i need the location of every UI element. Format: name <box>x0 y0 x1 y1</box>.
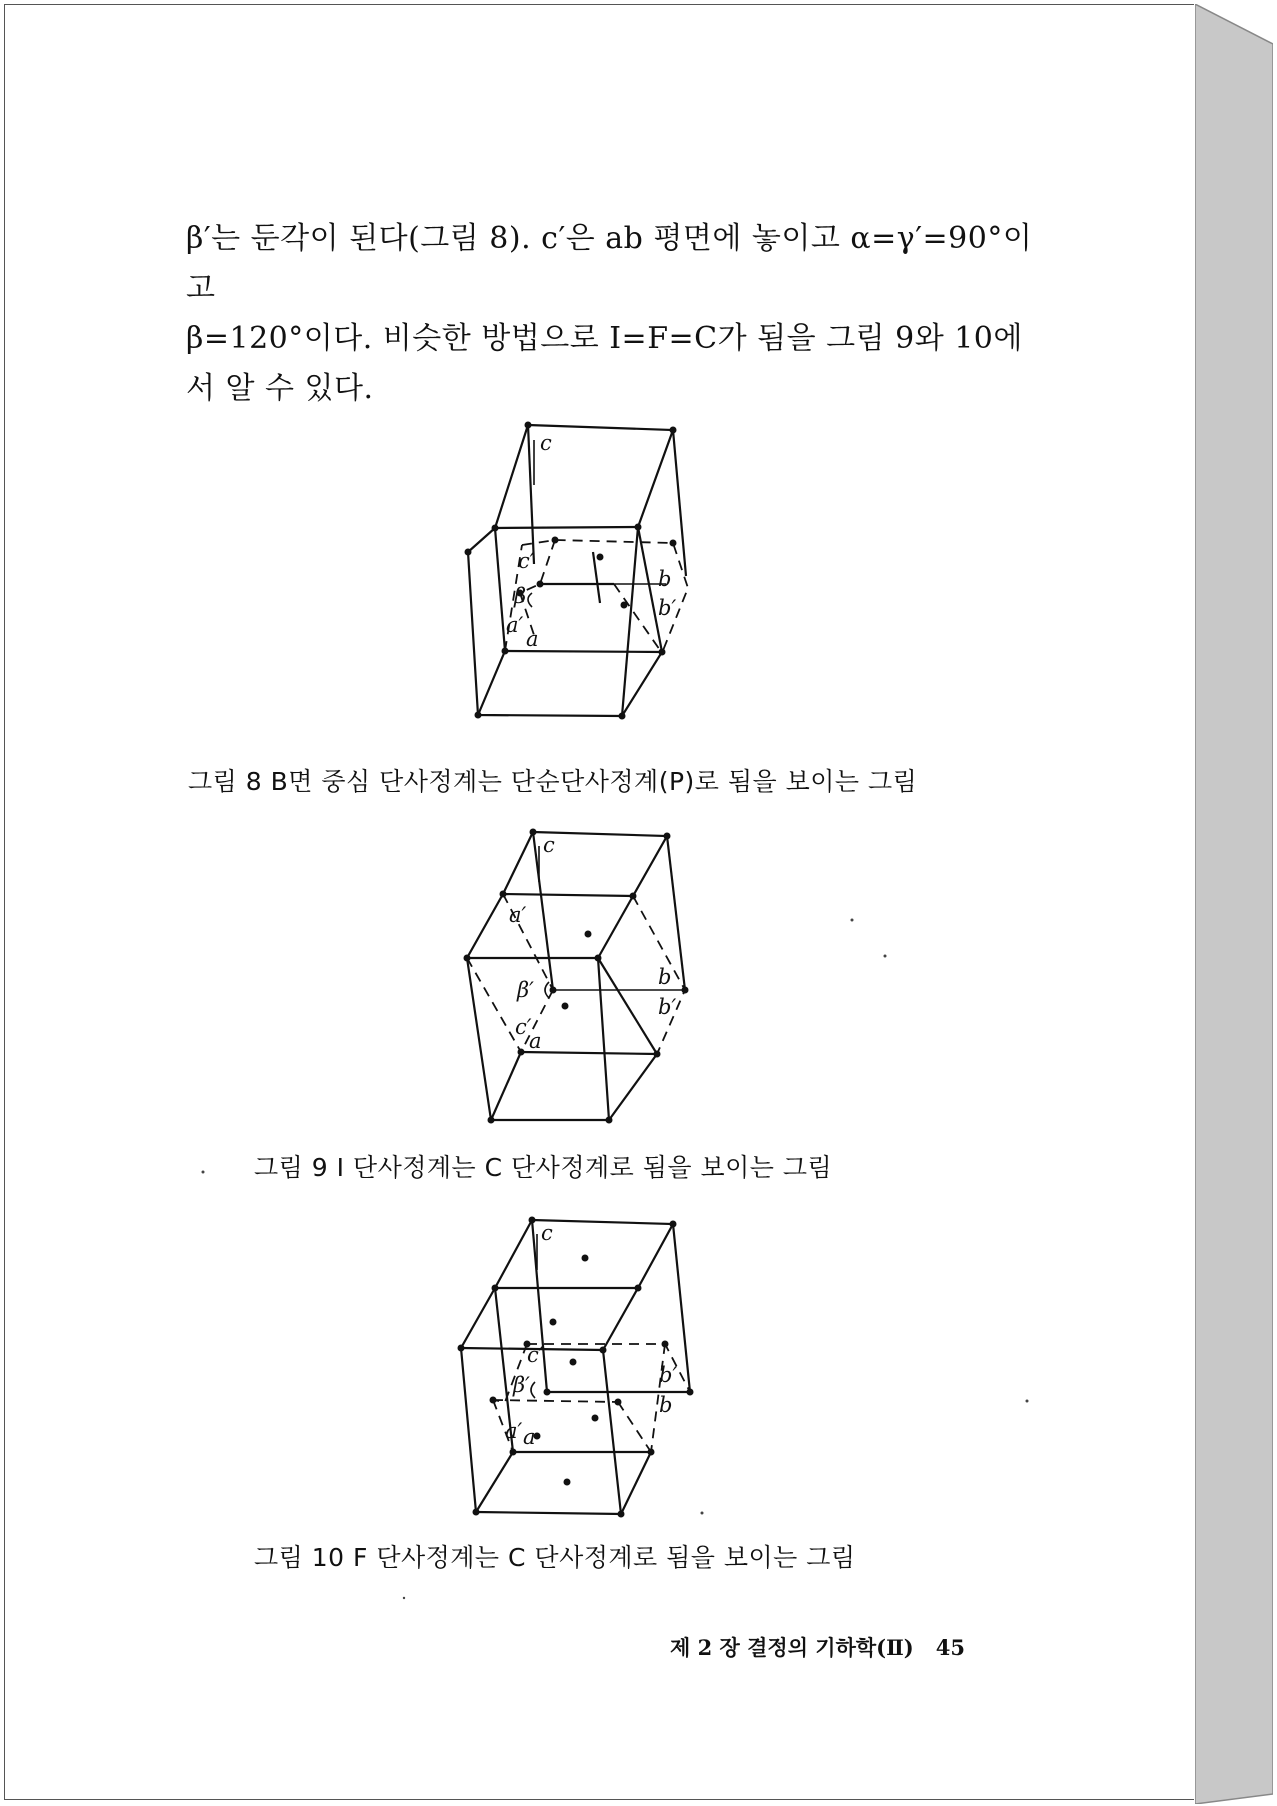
label-b: b <box>659 1393 673 1417</box>
label-beta-prime: β′ <box>513 1373 530 1397</box>
label-b: b <box>658 965 672 989</box>
label-b-prime: b′ <box>659 1363 678 1387</box>
body-line-1: β′는 둔각이 된다(그림 8). c′은 ab 평면에 놓이고 α=γ′=90°이고 <box>186 221 1033 306</box>
label-c-axis: c <box>540 431 552 455</box>
label-a: a <box>529 1029 542 1053</box>
label-beta: β <box>514 584 527 608</box>
label-beta-prime: β′ <box>517 978 534 1002</box>
label-c-prime: c′ <box>518 549 535 573</box>
label-c-axis: c <box>543 833 555 857</box>
label-c-axis: c <box>541 1221 553 1245</box>
footer-chapter: 제 2 장 결정의 기하학(Ⅱ) <box>670 1635 914 1660</box>
label-a-prime: a′ <box>505 1419 523 1443</box>
label-c-prime: c′ <box>515 1015 532 1039</box>
figure-10-caption: 그림 10 F 단사정계는 C 단사정계로 됨을 보이는 그림 <box>254 1543 856 1572</box>
label-a-prime: a′ <box>509 903 527 927</box>
label-a: a <box>526 627 539 651</box>
body-line-3: 서 알 수 있다. <box>186 371 374 406</box>
body-line-2: β=120°이다. 비슷한 방법으로 I=F=C가 됨을 그림 9와 10에 <box>186 321 1023 356</box>
label-a: a <box>523 1425 536 1449</box>
label-b-prime: b′ <box>658 596 677 620</box>
label-b: b <box>658 567 672 591</box>
running-footer <box>670 1632 965 1662</box>
label-a-prime: a′ <box>506 613 524 637</box>
label-b-prime: b′ <box>658 995 677 1019</box>
figure-8-caption: 그림 8 B면 중심 단사정계는 단순단사정계(P)로 됨을 보이는 그림 <box>188 767 918 796</box>
page-number: 45 <box>935 1635 965 1660</box>
label-c-prime: c′ <box>527 1343 544 1367</box>
figure-9-caption: 그림 9 I 단사정계는 C 단사정계로 됨을 보이는 그림 <box>254 1153 833 1182</box>
